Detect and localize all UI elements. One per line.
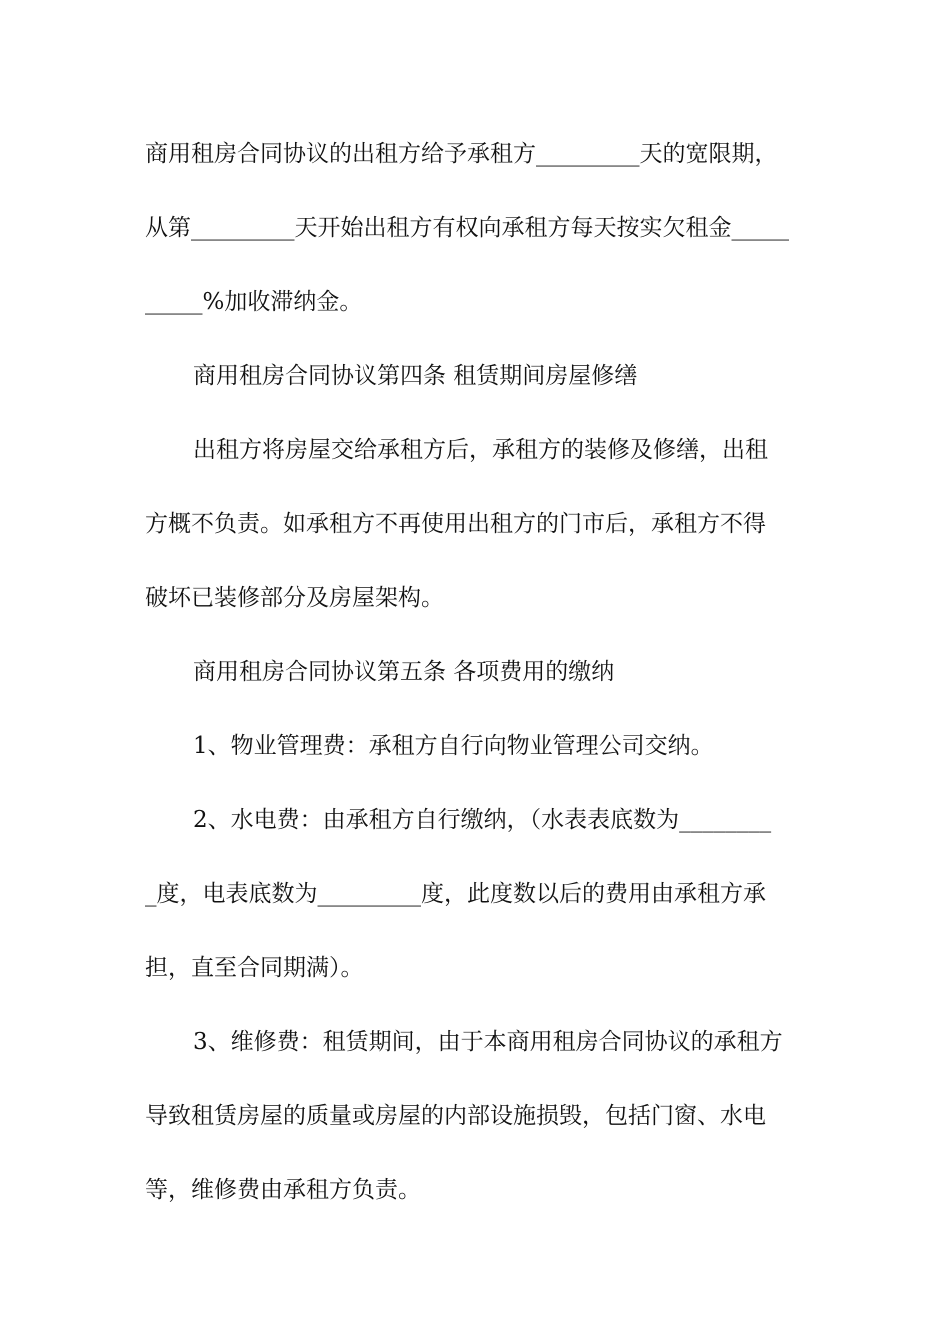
paragraph-line: 等，维修费由承租方负责。: [145, 1177, 421, 1203]
section-heading-article-5: 商用租房合同协议第五条 各项费用的缴纳: [193, 659, 615, 685]
paragraph-line: 导致租赁房屋的质量或房屋的内部设施损毁，包括门窗、水电: [145, 1103, 766, 1129]
paragraph-line: 商用租房合同协议的出租方给予承租方_________天的宽限期，: [145, 141, 778, 167]
paragraph-line: 出租方将房屋交给承租方后，承租方的装修及修缮，出租: [193, 437, 768, 463]
paragraph-line: _____%加收滞纳金。: [145, 289, 363, 315]
paragraph-line: 方概不负责。如承租方不再使用出租方的门市后，承租方不得: [145, 511, 766, 537]
paragraph-line: 从第_________天开始出租方有权向承租方每天按实欠租金_____: [145, 215, 789, 241]
paragraph-line: _度，电表底数为_________度，此度数以后的费用由承租方承: [145, 881, 766, 907]
paragraph-line: 破坏已装修部分及房屋架构。: [145, 585, 444, 611]
list-item-maintenance: 3、维修费：租赁期间，由于本商用租房合同协议的承租方: [193, 1029, 783, 1055]
list-item-property-fee: 1、物业管理费：承租方自行向物业管理公司交纳。: [193, 733, 714, 759]
list-item-utilities: 2、水电费：由承租方自行缴纳，（水表表底数为________: [193, 807, 772, 833]
section-heading-article-4: 商用租房合同协议第四条 租赁期间房屋修缮: [193, 363, 638, 389]
paragraph-line: 担，直至合同期满）。: [145, 955, 364, 981]
